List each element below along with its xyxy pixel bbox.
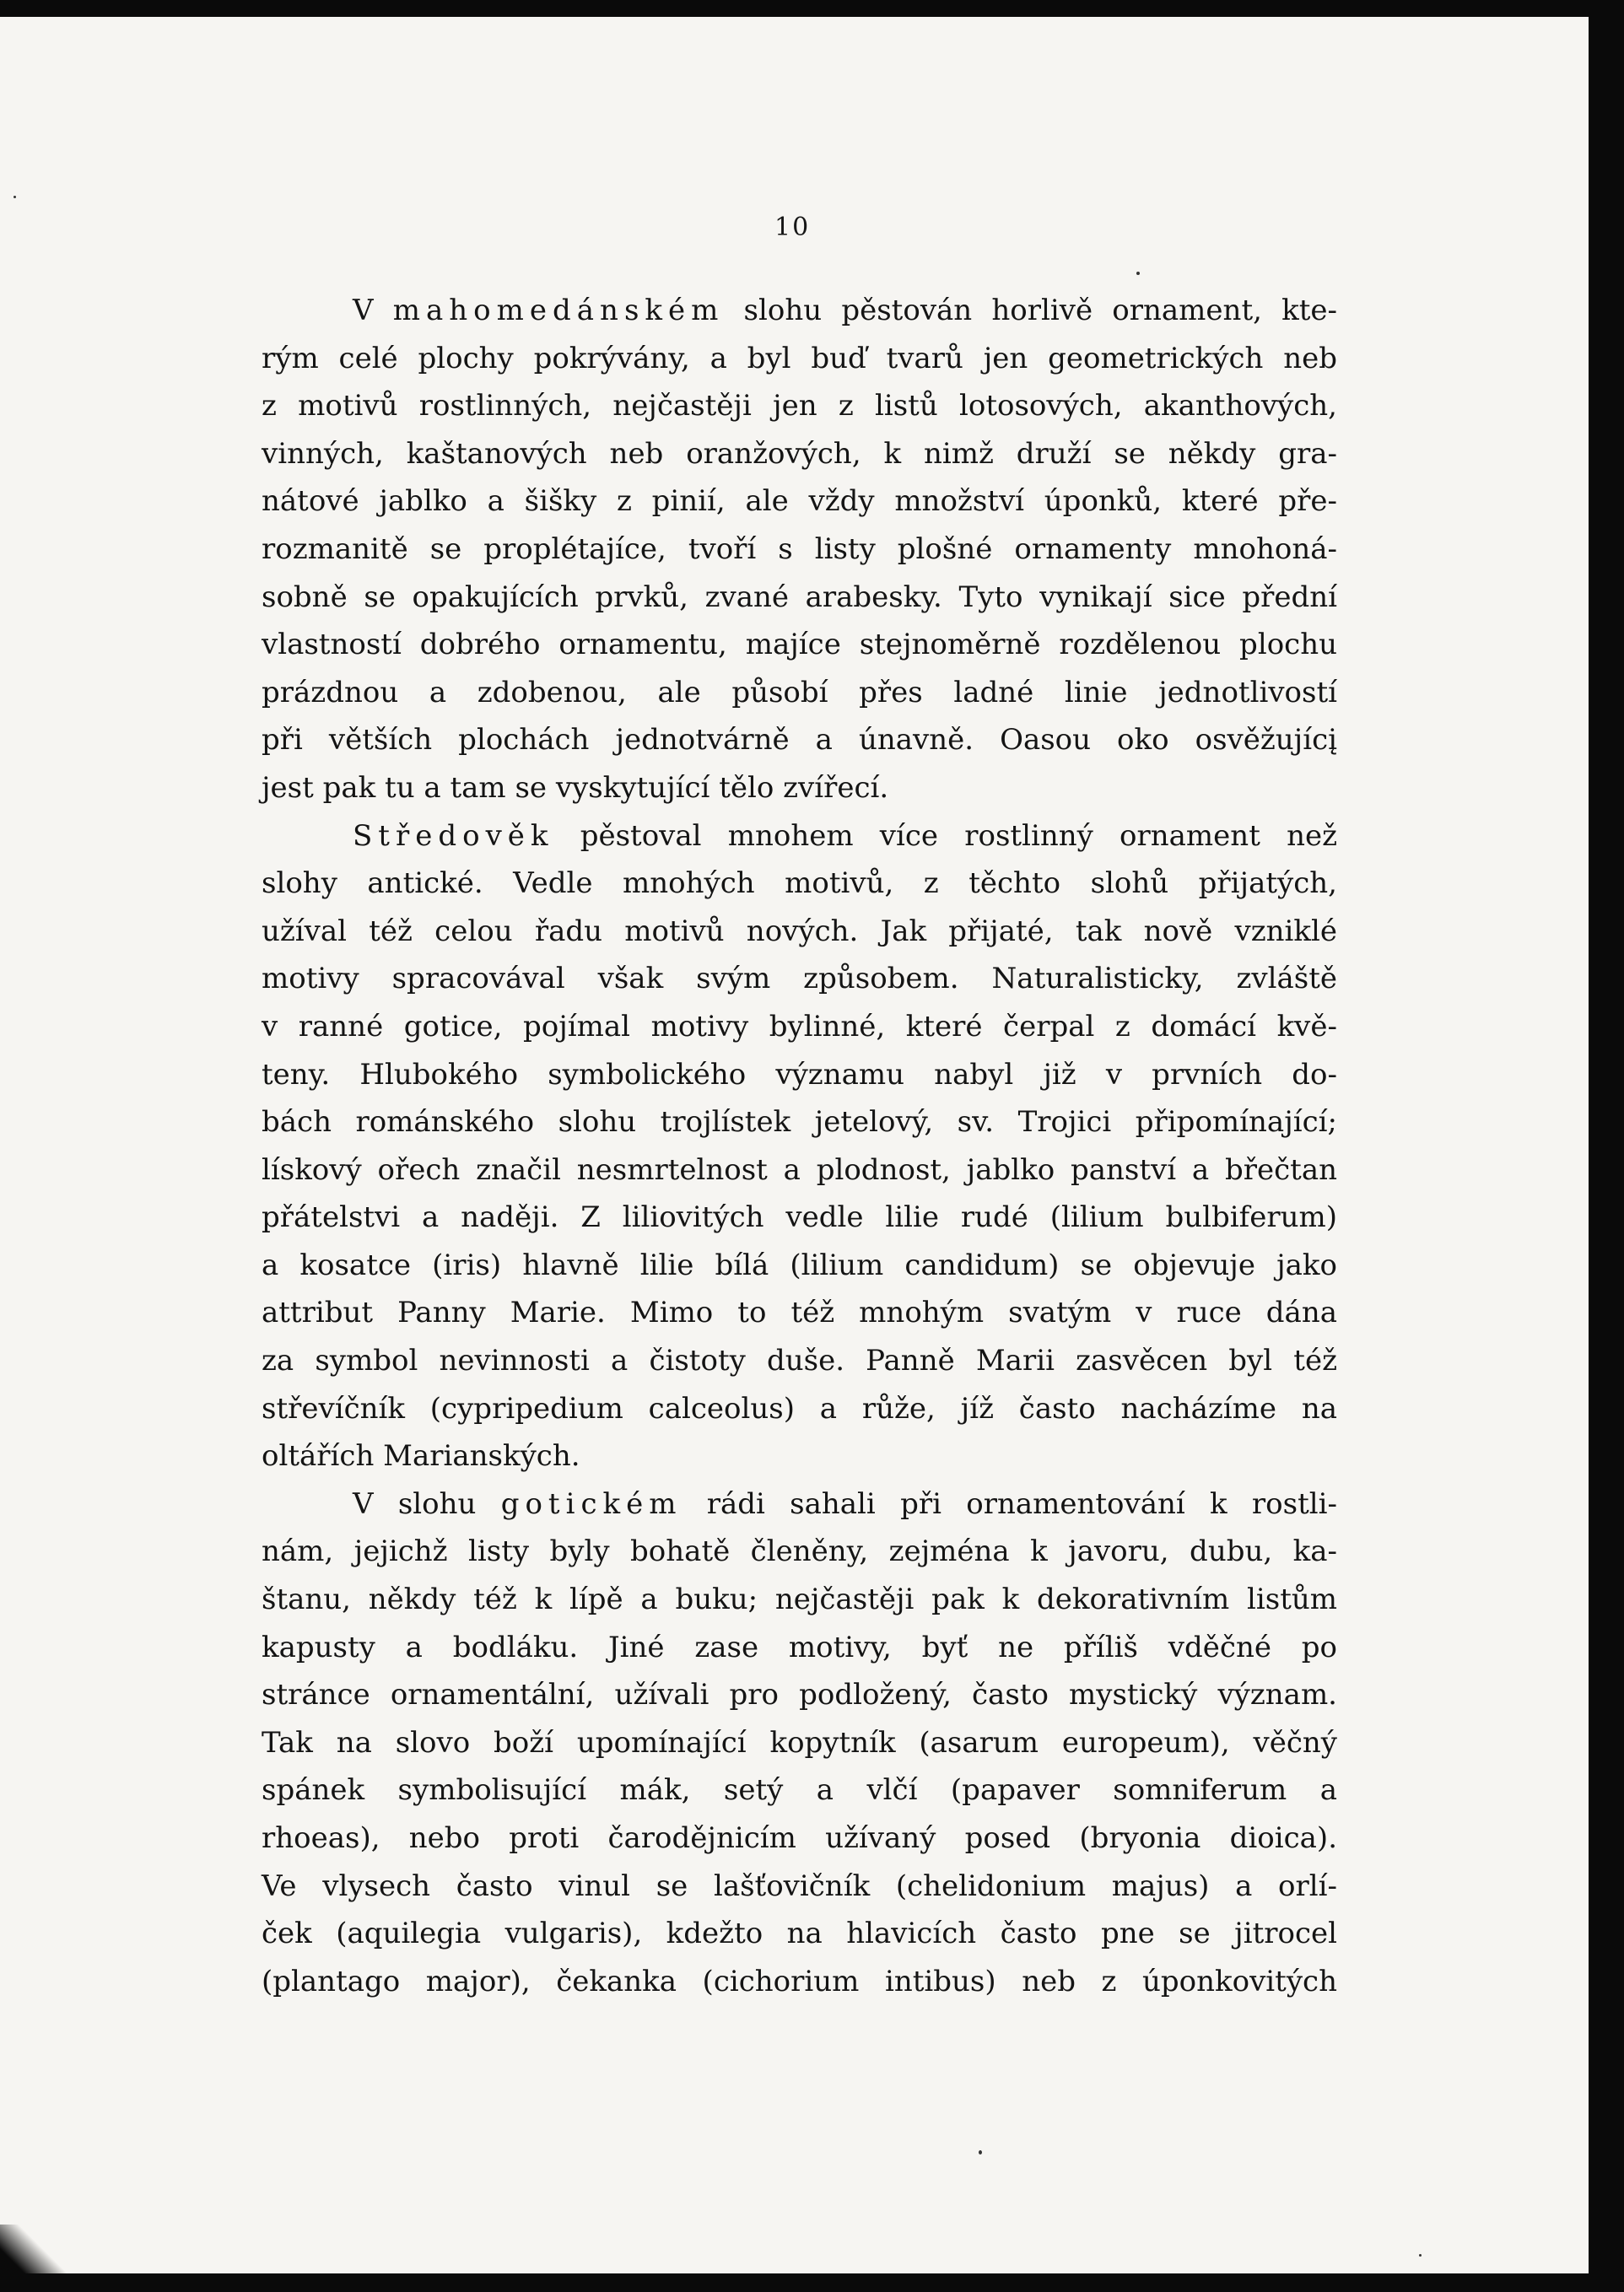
- text-line: Tak na slovo boží upomínající kopytník (asarum europeum), věčný: [262, 1725, 1337, 1760]
- text-line: slohy antické. Vedle mnohých motivů, z těchto slohů přijatých,: [262, 866, 1337, 901]
- text-line: v ranné gotice, pojímal motivy bylinné, které čerpal z domácí kvě-: [262, 1009, 1337, 1044]
- text-line: přátelstvi a naději. Z liliovitých vedle lilie rudé (lilium bulbiferum): [262, 1200, 1337, 1235]
- scan-speck: [13, 196, 16, 198]
- text-line: z motivů rostlinných, nejčastěji jen z listů lotosových, akanthových,: [262, 389, 1337, 423]
- text-line: V slohu gotickém rádi sahali při ornamentování k rostli-: [353, 1486, 1337, 1521]
- text-line: stránce ornamentální, užívali pro podložený, často mystický význam.: [262, 1678, 1337, 1712]
- text-line: nátové jablko a šišky z pinií, ale vždy množství úponků, které pře-: [262, 484, 1337, 519]
- text-line: (plantago major), čekanka (cichorium intibus) neb z úponkovitých: [262, 1964, 1337, 1998]
- scan-speck: [1419, 2254, 1422, 2257]
- spaced-emphasis: gotickém: [500, 1486, 683, 1521]
- scan-border-right: [1589, 0, 1624, 2292]
- text-line: kapusty a bodláku. Jiné zase motivy, byť ne příliš vděčné po: [262, 1630, 1337, 1664]
- text-line: V mahomedánském slohu pěstován horlivě ornament, kte-: [353, 294, 1337, 327]
- page-number: 10: [774, 213, 811, 242]
- spaced-emphasis: mahomedánském: [392, 294, 725, 327]
- text-line: vinných, kaštanových neb oranžových, k nimž druží se někdy gra-: [262, 436, 1337, 471]
- text-line: bách románského slohu trojlístek jetelový, sv. Trojici připomínající;: [262, 1105, 1337, 1140]
- scan-border-bottom: [0, 2273, 1624, 2292]
- text-line: lískový ořech značil nesmrtelnost a plodnost, jablko panství a břečtan: [262, 1152, 1337, 1187]
- text-line: vlastností dobrého ornamentu, majíce stejnoměrně rozdělenou plochu: [262, 628, 1337, 662]
- text-line: užíval též celou řadu motivů nových. Jak přijaté, tak nově vzniklé: [262, 914, 1337, 948]
- text-line: rým celé plochy pokrývány, a byl buď tvarů jen geometrických neb: [262, 341, 1337, 375]
- text-line: oltářích Marianských.: [262, 1439, 580, 1474]
- text-line: sobně se opakujících prvků, zvané arabesky. Tyto vynikají sice přední: [262, 580, 1337, 614]
- scan-corner-shadow: [0, 2225, 76, 2292]
- spaced-emphasis: Středověk: [353, 818, 554, 853]
- text-line: attribut Panny Marie. Mimo to též mnohým svatým v ruce dána: [262, 1296, 1337, 1330]
- text-line: Středověk pěstoval mnohem více rostlinný ornament než: [353, 818, 1337, 853]
- text-line: teny. Hlubokého symbolického významu nabyl již v prvních do-: [262, 1057, 1337, 1092]
- text-line: rhoeas), nebo proti čarodějnicím užívaný posed (bryonia dioica).: [262, 1821, 1337, 1855]
- text-line: a kosatce (iris) hlavně lilie bílá (lilium candidum) se objevuje jako: [262, 1248, 1337, 1282]
- text-line: nám, jejichž listy byly bohatě členěny, zejména k javoru, dubu, ka-: [262, 1534, 1337, 1569]
- text-line: ček (aquilegia vulgaris), kdežto na hlavicích často pne se jitrocel: [262, 1917, 1337, 1951]
- scan-border-top: [0, 0, 1624, 17]
- text-line: rozmanitě se proplétajíce, tvoří s listy plošné ornamenty mnohoná-: [262, 531, 1337, 566]
- text-line: motivy spracovával však svým způsobem. Naturalisticky, zvláště: [262, 962, 1337, 996]
- text-line: jest pak tu a tam se vyskytující tělo zvířecí.: [262, 770, 889, 805]
- text-line: Ve vlysech často vinul se lašťovičník (chelidonium majus) a orlí-: [262, 1869, 1337, 1903]
- scan-speck: [979, 2150, 982, 2154]
- text-line: za symbol nevinnosti a čistoty duše. Panně Marii zasvěcen byl též: [262, 1344, 1337, 1378]
- text-line: střevíčník (cypripedium calceolus) a růže, jíž často nacházíme na: [262, 1391, 1337, 1426]
- scan-speck: [1136, 272, 1140, 275]
- body-text: [262, 287, 1337, 2005]
- text-line: spánek symbolisující mák, setý a vlčí (papaver somniferum a: [262, 1773, 1337, 1808]
- text-line: prázdnou a zdobenou, ale působí přes ladné linie jednotlivostí: [262, 675, 1337, 709]
- text-line: při větších plochách jednotvárně a únavně. Oasou oko osvěžujícį: [262, 723, 1337, 758]
- text-line: štanu, někdy též k lípě a buku; nejčastěji pak k dekorativním listům: [262, 1583, 1337, 1617]
